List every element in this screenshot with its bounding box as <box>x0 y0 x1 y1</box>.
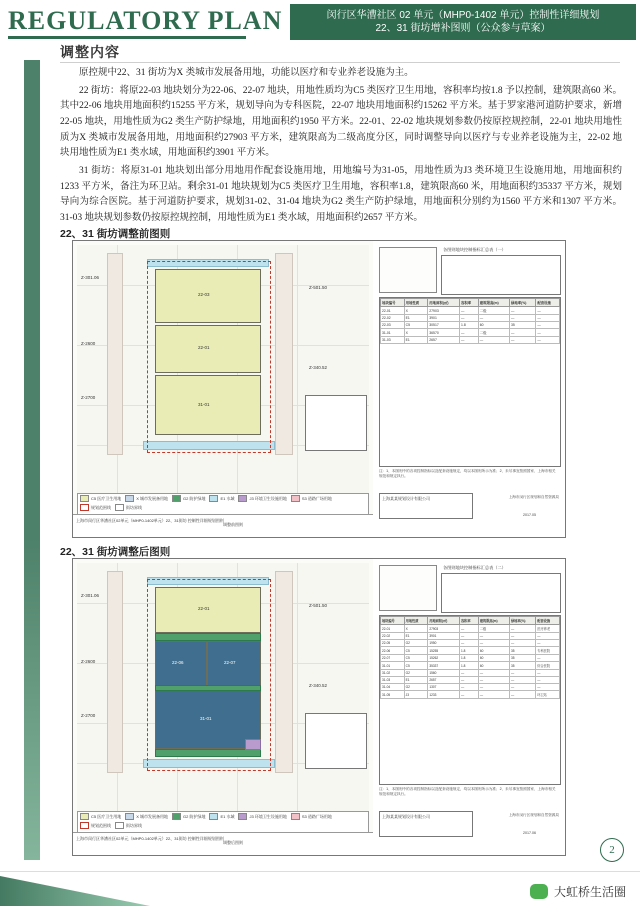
figure-1-indicator-table <box>379 297 561 467</box>
page-number: 2 <box>600 838 624 862</box>
wechat-account[interactable] <box>530 883 626 900</box>
figure-1-table-header-block <box>441 255 561 295</box>
figure-1-table-panel <box>373 241 565 537</box>
figure-2-date: 2017.06 <box>523 831 536 835</box>
legend-label-boundary: 规划范围线 <box>91 822 111 828</box>
legend-label-c5: C5 医疗卫生用地 <box>91 495 122 501</box>
page-footer <box>0 871 640 906</box>
figure-2-design-stamp: 上海某某规划设计有限公司 <box>379 811 473 837</box>
road-strip-right <box>275 571 293 773</box>
figure-2-footer-center: 调整后图则 <box>223 840 243 845</box>
legend-swatch-j3 <box>238 813 247 820</box>
brand-title: REGULATORY PLAN <box>8 6 283 35</box>
legend-swatch-blockline <box>115 822 124 829</box>
document-title-box <box>290 4 636 40</box>
legend-swatch-j3 <box>238 495 247 502</box>
legend-label-blockline: 街坊界线 <box>126 504 142 510</box>
figure-1-map-footer <box>73 514 373 537</box>
planning-boundary-line <box>147 261 271 453</box>
legend-label-x: X 城市发展备用地 <box>136 495 169 501</box>
map-block-31-01: 31-01 <box>155 689 261 749</box>
document-title-line2: 22、31 街坊增补图则（公众参与草案） <box>375 23 551 34</box>
legend-swatch-s3 <box>291 813 300 820</box>
map-block-22-07: 22-07 <box>207 641 261 687</box>
figure-1-table-title: 各图则地块控制指标汇总表（一） <box>443 247 506 252</box>
table-row: 22-03 C5 30517 1.8 60 35 — <box>381 322 560 329</box>
figure-2-authority: 上海市闵行区规划和自然资源局 <box>508 813 559 817</box>
legend-swatch-e1 <box>209 813 218 820</box>
legend-label-g2: G2 防护绿地 <box>183 495 206 501</box>
legend-swatch-boundary <box>80 504 89 511</box>
legend-label-j3: J3 环境卫生设施用地 <box>249 495 287 501</box>
figure-2 <box>72 558 566 856</box>
legend-label-g2: G2 防护绿地 <box>183 813 206 819</box>
document-title-line1: 闵行区华漕社区 02 单元（MHP0-1402 单元）控制性详细规划 <box>326 9 600 21</box>
legend-swatch-c5 <box>80 495 89 502</box>
legend-swatch-s3 <box>291 495 300 502</box>
figure-1-date: 2017.05 <box>523 513 536 517</box>
legend-swatch-boundary <box>80 822 89 829</box>
footer-decoration <box>0 876 150 906</box>
map-sub-table <box>305 713 367 769</box>
map-sub-table <box>305 395 367 451</box>
table-row: 31-03 E1 2657 — — — — <box>381 337 560 344</box>
figure-1-authority: 上海市闵行区规划和自然资源局 <box>508 495 559 499</box>
table-row: 31-03 E1 2657 — — — — <box>381 677 560 684</box>
table-row: 22-01 X 27903 — 二级 — — <box>381 307 560 315</box>
legend-label-c5: C5 医疗卫生用地 <box>91 813 122 819</box>
figure-2-table-header-block <box>441 573 561 613</box>
map-block-31-01: 31-01 <box>155 375 261 435</box>
figure-2-key-map <box>379 565 437 611</box>
figure-2-map-panel <box>73 559 374 855</box>
figure-2-footer-left: 上海市闵行区华漕社区02单元（MHP0-1402单元）22、31街坊 控制性详细规划图则 <box>76 836 224 841</box>
table-row: 22-01 X 27903 — 二级 — 医疗养老 <box>381 625 560 633</box>
table-header-row: 地块编号 用地性质 用地面积(㎡) 容积率 建筑限高(m) 绿地率(%) 配套设施 <box>381 299 560 307</box>
legend-swatch-x <box>125 495 134 502</box>
figure-1-footer-left: 上海市闵行区华漕社区02单元（MHP0-1402单元）22、31街坊 控制性详细规划图则 <box>76 518 224 523</box>
figure-2-table-title: 各图则地块控制指标汇总表（二） <box>443 565 506 570</box>
legend-label-x: X 城市发展备用地 <box>136 813 169 819</box>
paragraph-2: 22 街坊：将原22-03 地块划分为22-06、22-07 地块，用地性质均为C5 类医疗卫生用地，容积率均按1.8 予以控制，建筑限高60 米。其中22-06 地块用地面积约15255 平方米，规划导向为专科医院，22-07 地块用地面积约15262 平方米。基于罗家港河道防护要求，新增22-05 地块，用地性质为G2 类生产防护绿地，用地面积约1950 平方米。22-01、22-02 地块规划参数仍按原控规控制，22-01 地块用地性质为X 类城市发展备用地，用地面积约27903 平方米，建筑限高为二级高度分区，同时调整导向以医疗与专业养老设施为主，22-02 地块用地性质为E1 类水域，用地面积约3901 平方米。 <box>60 85 622 159</box>
figure-1-map-panel <box>73 241 374 537</box>
legend-swatch-g2 <box>172 813 181 820</box>
section-divider <box>60 62 620 63</box>
decorative-side-bar <box>24 60 40 860</box>
figure-1-footer-center: 调整前图则 <box>223 522 243 527</box>
figure-2-map-footer <box>73 832 373 855</box>
section-title: 调整内容 <box>60 44 120 60</box>
map-block-22-06: 22-03 <box>155 269 261 323</box>
page-header <box>0 0 640 48</box>
figure-2-caption: 22、31 街坊调整后图则 <box>60 546 171 558</box>
table-header-row: 地块编号 用地性质 用地面积(㎡) 容积率 建筑限高(m) 绿地率(%) 配套设施 <box>381 617 560 625</box>
brand-underline <box>8 36 246 39</box>
figure-2-note: 注：1、本图则中的各项控制指标以及配套设施规定，均以本图则所示为准；2、未尽事宜按照国家、上海市相关规范和规定执行。 <box>379 787 556 796</box>
legend-swatch-c5 <box>80 813 89 820</box>
table-row: 22-02 E1 3901 — — — — <box>381 315 560 322</box>
legend-label-s3: S3 道路广场用地 <box>301 813 332 819</box>
legend-swatch-x <box>125 813 134 820</box>
legend-swatch-blockline <box>115 504 124 511</box>
table-row: 31-01 X 36570 — 二级 — — <box>381 329 560 337</box>
table-row: 31-05 J3 1233 — — — 环卫站 <box>381 691 560 699</box>
table-row: 31-01 C5 35337 1.8 60 35 综合医院 <box>381 662 560 670</box>
figure-2-map-canvas: 22-01 22-06 22-07 31-01 Z-301.06 Z-2600 Z-2700 Z-501.50 Z-340.52 <box>77 563 369 811</box>
figure-2-table-panel <box>373 559 565 855</box>
table-row: 22-02 E1 3901 — — — — <box>381 633 560 640</box>
road-strip-left <box>107 571 123 773</box>
legend-swatch-g2 <box>172 495 181 502</box>
body-text <box>60 66 622 229</box>
figure-1 <box>72 240 566 538</box>
map-block-22-06: 22-06 <box>155 641 207 687</box>
legend-label-e1: E1 水域 <box>220 813 235 819</box>
figure-1-note: 注：1、本图则中的各项控制指标以及配套设施规定，均以本图则所示为准；2、未尽事宜按照国家、上海市相关规范和规定执行。 <box>379 469 556 478</box>
legend-label-blockline: 街坊界线 <box>126 822 142 828</box>
paragraph-3: 31 街坊：将原31-01 地块划出部分用地用作配套设施用地，用地编号为31-05，用地性质为J3 类环境卫生设施用地，用地面积约1233 平方米，备注为环卫站。剩余31-01 地块规划为C5 类医疗卫生用地，容积率1.8，建筑限高60 米，用地面积约35337 平方米，规划导向为综合医院。基于河道防护要求，规划31-02、31-04 地块为G2 类生产防护绿地，用地面积分别约为1560 平方米和1307 平方米。31-03 地块规划参数仍按原控规控制，用地性质为E1 类水域，用地面积约2657 平方米。 <box>60 166 622 224</box>
table-row: 31-04 G2 1307 — — — — <box>381 684 560 691</box>
figure-2-indicator-table <box>379 615 561 785</box>
figure-1-design-stamp: 上海某某规划设计有限公司 <box>379 493 473 519</box>
figure-1-map-canvas: 22-03 22-01 31-01 Z-301.06 Z-2600 Z-2700 Z-501.50 Z-340.52 <box>77 245 369 493</box>
table-row: 22-05 G2 1950 — — — — <box>381 640 560 647</box>
planning-boundary-line <box>147 579 271 771</box>
legend-label-j3: J3 环境卫生设施用地 <box>249 813 287 819</box>
legend-label-e1: E1 水域 <box>220 495 235 501</box>
legend-label-boundary: 规划范围线 <box>91 504 111 510</box>
table-row: 22-07 C5 15262 1.8 60 35 — <box>381 655 560 662</box>
road-strip-left <box>107 253 123 455</box>
wechat-icon <box>530 884 548 899</box>
legend-swatch-e1 <box>209 495 218 502</box>
wechat-account-name: 大虹桥生活圈 <box>553 885 626 899</box>
road-strip-right <box>275 253 293 455</box>
table-row: 31-02 G2 1560 — — — — <box>381 670 560 677</box>
map-block-22-01: 22-01 <box>155 325 261 373</box>
figure-1-key-map <box>379 247 437 293</box>
legend-label-s3: S3 道路广场用地 <box>301 495 332 501</box>
table-row: 22-06 C5 15255 1.8 60 35 专科医院 <box>381 647 560 655</box>
figure-1-caption: 22、31 街坊调整前图则 <box>60 228 171 240</box>
map-block-22-01: 22-01 <box>155 587 261 633</box>
paragraph-1: 原控规中22、31 街坊为X 类城市发展备用地，功能以医疗和专业养老设施为主。 <box>79 68 414 78</box>
